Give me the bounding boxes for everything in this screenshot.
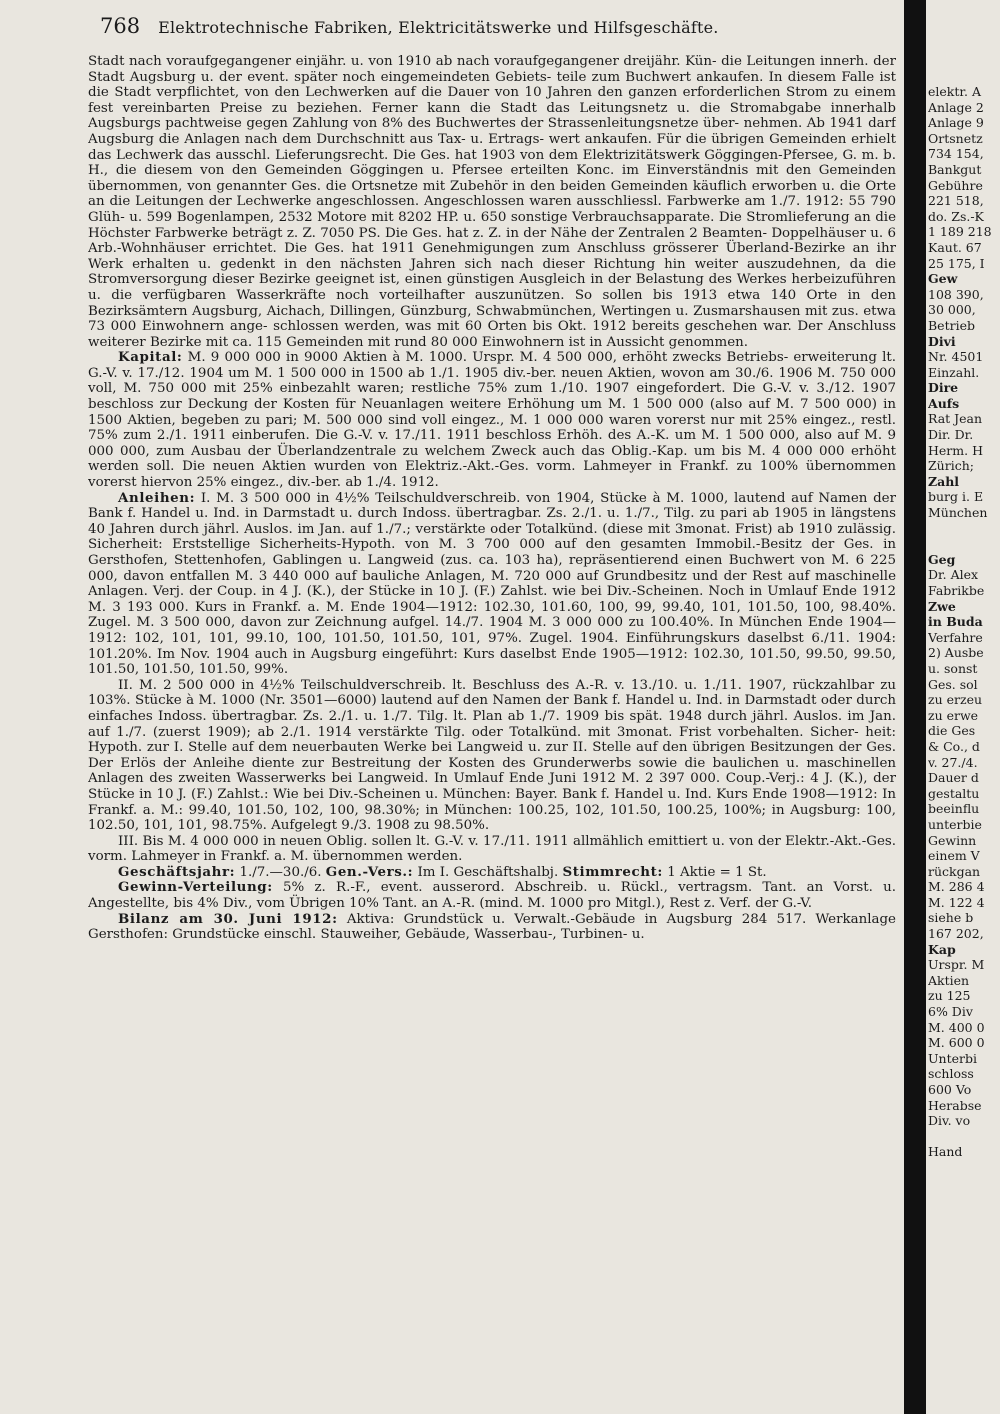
anleihe-iii-paragraph: III. Bis M. 4 000 000 in neuen Oblig. sollen lt. G.-V. v. 17./11. 1911 allmählich emittiert u. von der Elektr.-Akt.-Ges. vorm. Lahmeyer in Frankf. a. M. übernommen werden. bbox=[88, 833, 896, 865]
adjacent-page-line: 108 390, bbox=[928, 286, 984, 302]
running-title: Elektrotechnische Fabriken, Elektricitätswerke und Hilfsgeschäfte. bbox=[158, 18, 719, 37]
adjacent-page-line bbox=[928, 1129, 1000, 1145]
main-text-column bbox=[88, 54, 896, 1399]
adjacent-page-line: 25 175, I bbox=[928, 255, 985, 271]
adjacent-page-line: 221 518, bbox=[928, 193, 984, 209]
adjacent-page-line: M. 286 4 bbox=[928, 879, 985, 895]
adjacent-page-column bbox=[928, 84, 1000, 1384]
gen-vers-label: Gen.-Vers.: bbox=[325, 863, 414, 880]
anleihen-label: Anleihen: bbox=[118, 489, 196, 506]
gewinn-verteilung-section bbox=[88, 880, 896, 911]
adjacent-page-line: beeinflu bbox=[928, 801, 980, 817]
bilanz-text: Aktiva: Grundstück u. Verwalt.-Gebäude in Augsburg 284 517. Werkanlage Gersthofen: Grundstücke einschl. Stauweiher, Gebäude, Wasserbau-, Turbinen- u. bbox=[88, 911, 896, 943]
adjacent-page-line: elektr. A bbox=[928, 84, 981, 99]
adjacent-page-line: Betrieb bbox=[928, 317, 975, 333]
adjacent-page-line: 30 000, bbox=[928, 302, 976, 318]
adjacent-page-line: Gew bbox=[928, 271, 958, 287]
adjacent-page-line: zu 125 bbox=[928, 988, 971, 1004]
adjacent-page-line: zu erwe bbox=[928, 707, 979, 723]
adjacent-page-line: einem V bbox=[928, 848, 980, 864]
adjacent-page-line: Kaut. 67 bbox=[928, 239, 982, 255]
adjacent-page-line: Einzahl. bbox=[928, 364, 980, 380]
adjacent-page-line: burg i. E bbox=[928, 489, 984, 505]
bilanz-label: Bilanz am 30. Juni 1912: bbox=[118, 910, 338, 927]
anleihen-text: I. M. 3 500 000 in 4½% Teilschuldverschreib. von 1904, Stücke à M. 1000, lautend auf Namen der Bank f. Handel u. Ind. in Darmstadt u. durch Indoss. übertragbar. Zs. 2./1. u. 1./7., Tilg. zu pari ab 1905 in längstens 40 Jahren durch jährl. Auslos. im Jan. auf 1./7.; verstärkte oder Totalkünd. (diese mit 3monat. Frist) ab 1910 zulässig. Sicherheit: Erststellige Sicherheits-Hypoth. von M. 3 700 000 auf den gesamten Immobil.-Besitz der Ges. in Gersthofen, Stettenhofen, Gablingen u. Langweid (zus. ca. 103 ha), repräsentierend einen Buchwert von M. 6 225 000, davon entfallen M. 3 440 000 auf bauliche Anlagen, M. 720 000 auf Grundbesitz und der Rest auf maschinelle Anlagen. Verj. der Coup. in 4 J. (K.), der Stücke in 10 J. (F.) Zahlst. wie bei Div.-Scheinen. Noch in Umlauf Ende 1912 M. 3 193 000. Kurs in Frankf. a. M. Ende 1904—1912: 102.30, 101.60, 100, 99, 99.40, 101, 101.50, 100, 98.40%. Zugel. M. 3 500 000, davon zur Zeichnung aufgel. 14./7. 1904 M. 3 000 000 zu 100.40%. In München Ende 1904—1912: 102, 101, 101, 99.10, 100, 101.50, 101.50, 101, 97%. Zugel. 1904. Einführungskurs daselbst 6./11. 1904: 101.20%. Im Nov. 1904 auch in Augsburg eingeführt: Kurs daselbst Ende 1905—1912: 102.30, 101.50, 99.50, 99.50, 101.50, 101.50, 101.50, 99%. bbox=[88, 490, 896, 678]
kapital-section bbox=[88, 350, 896, 490]
adjacent-page-line: Verfahre bbox=[928, 629, 983, 645]
adjacent-page-line: u. sonst bbox=[928, 660, 978, 676]
adjacent-page-line: Dr. Alex bbox=[928, 567, 979, 583]
kapital-label: Kapital: bbox=[118, 349, 183, 366]
geschaeftsjahr-label: Geschäftsjahr: bbox=[118, 863, 236, 880]
adjacent-page-line: Dire bbox=[928, 380, 959, 396]
adjacent-page-line: Aufs bbox=[928, 395, 960, 411]
adjacent-page-line: 600 Vo bbox=[928, 1082, 972, 1097]
adjacent-page-line: Anlage 9 bbox=[928, 115, 984, 131]
adjacent-page-line: Geg bbox=[928, 551, 956, 567]
adjacent-page-line: 6% Div bbox=[928, 1004, 973, 1020]
adjacent-page-line: siehe b bbox=[928, 910, 974, 926]
bilanz-section bbox=[88, 912, 896, 943]
stimmrecht-text: 1 Aktie = 1 St. bbox=[667, 864, 767, 880]
geschaeftsjahr-text: 1./7.—30./6. bbox=[239, 864, 322, 880]
adjacent-page-line: Unterbi bbox=[928, 1050, 977, 1066]
adjacent-page-line: Fabrikbe bbox=[928, 583, 985, 598]
adjacent-page-line: gestaltu bbox=[928, 785, 980, 801]
adjacent-page-line: Herm. H bbox=[928, 442, 983, 458]
adjacent-page-line: M. 600 0 bbox=[928, 1035, 985, 1051]
adjacent-page-line bbox=[928, 521, 1000, 537]
adjacent-page-line: Dauer d bbox=[928, 770, 979, 786]
adjacent-page-line: rückgan bbox=[928, 863, 981, 879]
adjacent-page-line: Zürich; bbox=[928, 458, 974, 474]
adjacent-page-line: v. 27./4. bbox=[928, 754, 978, 770]
adjacent-page-line: die Ges bbox=[928, 723, 976, 739]
gewinn-verteilung-text: 5% z. R.-F., event. ausserord. Abschreib. u. Rückl., vertragsm. Tant. an Vorst. u. Angestellte, bis 4% Div., vom Übrigen 10% Tant. an A.-R. (mind. M. 1000 pro Mitgl.), Rest z. Verf. der G.-V. bbox=[88, 880, 896, 912]
adjacent-page-line: schloss bbox=[928, 1066, 974, 1082]
adjacent-page-line: Aktien bbox=[928, 972, 970, 988]
adjacent-page-line: & Co., d bbox=[928, 738, 980, 754]
binding-gutter bbox=[904, 0, 926, 1414]
adjacent-page-line: Urspr. M bbox=[928, 957, 985, 973]
adjacent-page-line: 167 202, bbox=[928, 926, 984, 942]
adjacent-page-line: Anlage 2 bbox=[928, 99, 984, 115]
adjacent-page-line: 1 189 218 bbox=[928, 224, 992, 240]
adjacent-page-line: M. 122 4 bbox=[928, 894, 985, 910]
anleihen-section bbox=[88, 491, 896, 678]
adjacent-page-line: Dir. Dr. bbox=[928, 427, 974, 443]
gewinn-verteilung-label: Gewinn-Verteilung: bbox=[118, 879, 273, 896]
adjacent-page-line: Ortsnetz bbox=[928, 130, 983, 146]
adjacent-page-line: Ges. sol bbox=[928, 676, 978, 692]
stimmrecht-label: Stimmrecht: bbox=[562, 863, 663, 880]
adjacent-page-line: Divi bbox=[928, 333, 956, 349]
adjacent-page-line: München bbox=[928, 505, 988, 521]
adjacent-page-line: Zwe bbox=[928, 598, 956, 614]
intro-paragraph: Stadt nach voraufgegangener einjähr. u. von 1910 ab nach voraufgegangener dreijähr. Kün- die Leitungen innerh. der Stadt Augsburg u. der event. später noch eingemeindeten Gebiets- teile zum Buchwert ankaufen. In diesem Falle ist die Stadt verpflichtet, von den Lechwerken auf die Dauer von 10 Jahren den ganzen erforderlichen Strom zu einem fest vereinbarten Preise zu beziehen. Ferner kann die Stadt das Leitungsnetz u. die Stromabgabe innerhalb Augsburgs pachtweise gegen Zahlung von 8% des Buchwertes der Strassenleitungsnetze über- nehmen. Ab 1941 darf Augsburg die Anlagen nach dem Durchschnitt aus Tax- u. Ertrags- wert ankaufen. Für die übrigen Gemeinden erhielt das Lechwerk das ausschl. Lieferungsrecht. Die Ges. hat 1903 von dem Elektrizitätswerk Göggingen-Pfersee, G. m. b. H., die diesem von den Gemeinden Göggingen u. Pfersee erteilten Konc. im Einverständnis mit den Gemeinden übernommen, von genannter Ges. die Ortsnetze mit Zubehör in den beiden Gemeinden käuflich erworben u. die Orte an die Leitungen der Lechwerke angeschlossen. Angeschlossen waren ausschliessl. Farbwerke am 1./7. 1912: 55 790 Glüh- u. 599 Bogenlampen, 2532 Motore mit 8202 HP. u. 650 sonstige Verbrauchsapparate. Die Stromlieferung an die Höchster Farbwerke beträgt z. Z. 7050 PS. Die Ges. hat z. Z. in der Nähe der Zentralen 2 Beamten- Doppelhäuser u. 6 Arb.-Wohnhäuser errichtet. Die Ges. hat 1911 Genehmigungen zum Anschluss grösserer Überland-Bezirke an ihr Werk erhalten u. gedenkt in den nächsten Jahren sich nach dieser Richtung hin weiter auszudehnen, da die Stromversorgung dieser Bezirke geeignet ist, einen günstigen Ausgleich in der Belastung des Werkes herbeizuführen u. die verfügbaren Wasserkräfte noch vorteilhafter auszunützen. So sollen bis 1913 etwa 140 Orte in den Bezirksämtern Augsburg, Aichach, Dillingen, Günzburg, Schwabmünchen, Wertingen u. Zusmarshausen mit zus. etwa 73 000 Einwohnern ange- schlossen werden, was mit 60 Orten bis Okt. 1912 bereits geschehen war. Der Anschluss weiterer Bezirke mit ca. 115 Gemeinden mit rund 80 000 Einwohnern ist in Aussicht genommen. bbox=[88, 54, 896, 350]
adjacent-page-line: 2) Ausbe bbox=[928, 645, 984, 661]
adjacent-page-line: do. Zs.-K bbox=[928, 208, 984, 224]
adjacent-page-line: Rat Jean bbox=[928, 411, 983, 427]
adjacent-page-line: M. 400 0 bbox=[928, 1019, 985, 1035]
gen-vers-text: Im I. Geschäftshalbj. bbox=[417, 864, 559, 880]
adjacent-page-line: Bankgut bbox=[928, 161, 982, 177]
adjacent-page-line: Nr. 4501 bbox=[928, 349, 984, 365]
adjacent-page-line: Gebühre bbox=[928, 177, 983, 193]
adjacent-page-line bbox=[928, 536, 1000, 552]
adjacent-page-line: 734 154, bbox=[928, 146, 984, 162]
adjacent-page-line: Gewinn bbox=[928, 832, 977, 848]
anleihe-ii-paragraph: II. M. 2 500 000 in 4½% Teilschuldverschreib. lt. Beschluss des A.-R. v. 13./10. u. 1./11. 1907, rückzahlbar zu 103%. Stücke à M. 1000 (Nr. 3501—6000) lautend auf den Namen der Bank f. Handel u. Ind. in Darmstadt oder durch einfaches Indoss. übertragbar. Zs. 2./1. u. 1./7. Tilg. lt. Plan ab 1./7. 1909 bis spät. 1948 durch jährl. Auslos. im Jan. auf 1./7. (zuerst 1909); ab 2./1. 1914 verstärkte Tilg. oder Totalkünd. mit 3monat. Frist vorbehalten. Sicher- heit: Hypoth. zur I. Stelle auf dem neuerbauten Werke bei Langweid u. zur II. Stelle auf den übrigen Besitzungen der Ges. Der Erlös der Anleihe diente zur Bestreitung der Kosten des Grunderwerbs sowie die baulichen u. maschinellen Anlagen des zweiten Wasserwerks bei Langweid. In Umlauf Ende Juni 1912 M. 2 397 000. Coup.-Verj.: 4 J. (K.), der Stücke in 10 J. (F.) Zahlst.: Wie bei Div.-Scheinen u. München: Bayer. Bank f. Handel u. Ind. Kurs Ende 1908—1912: In Frankf. a. M.: 99.40, 101.50, 102, 100, 98.30%; in München: 100.25, 102, 101.50, 100.25, 100%; in Augsburg: 100, 102.50, 101, 101, 98.75%. Aufgelegt 9./3. 1908 zu 98.50%. bbox=[88, 677, 896, 834]
geschaeft-line bbox=[88, 865, 896, 881]
adjacent-page-line: Div. vo bbox=[928, 1113, 971, 1129]
adjacent-page-line: Herabse bbox=[928, 1097, 982, 1113]
adjacent-page-line: unterbie bbox=[928, 816, 982, 832]
adjacent-page-line: Hand bbox=[928, 1144, 963, 1160]
adjacent-page-line: Zahl bbox=[928, 473, 960, 489]
page-header bbox=[100, 14, 900, 48]
kapital-text: M. 9 000 000 in 9000 Aktien à M. 1000. Urspr. M. 4 500 000, erhöht zwecks Betriebs- erweiterung lt. G.-V. v. 17./12. 1904 um M. 1 500 000 in 1500 ab 1./1. 1905 div.-ber. neuen Aktien, wovon am 30./6. 1906 M. 750 000 voll, M. 750 000 mit 25% einbezahlt waren; restliche 75% zum 1./10. 1907 eingefordert. Die G.-V. v. 3./12. 1907 beschloss zur Deckung der Kosten für Neuanlagen weitere Erhöhung um M. 1 500 000 (also auf M. 7 500 000) in 1500 Aktien, begeben zu pari; M. 500 000 sind voll eingez., M. 1 000 000 waren vorerst nur mit 25% eingez., restl. 75% zum 2./1. 1911 einberufen. Die G.-V. v. 17./11. 1911 beschloss Erhöh. des A.-K. um M. 1 500 000, also auf M. 9 000 000, zum Ausbau der Überlandzentrale zu welchem Zweck auch das Oblig.-Kap. um bis M. 4 000 000 erhöht werden soll. Die neuen Aktien wurden von Elektriz.-Akt.-Ges. vorm. Lahmeyer in Frankf. zu 100% übernommen vorerst hiervon 25% eingez., div.-ber. ab 1./4. 1912. bbox=[88, 350, 896, 491]
page-number: 768 bbox=[100, 14, 141, 38]
adjacent-page-line: in Buda bbox=[928, 614, 983, 630]
adjacent-page-line: Kap bbox=[928, 941, 956, 957]
adjacent-page-line: zu erzeu bbox=[928, 692, 983, 708]
